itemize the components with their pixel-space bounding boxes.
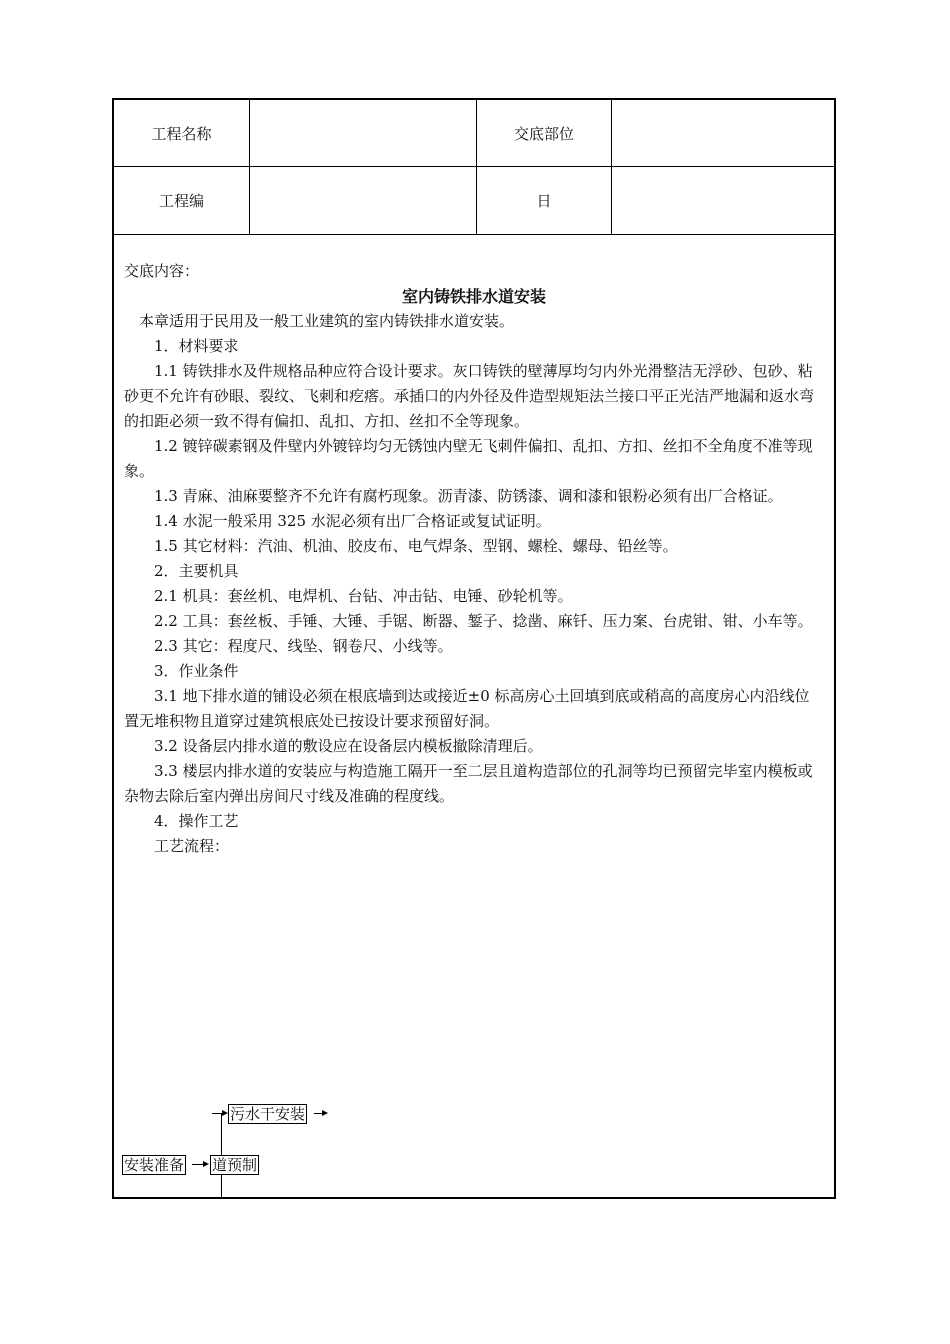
paragraph-2-2: 2.2 工具：套丝板、手锤、大锤、手锯、断器、錾子、捻凿、麻钎、压力案、台虎钳、钳、小车等。 <box>154 612 813 630</box>
flow-arrow-icon <box>322 1110 328 1116</box>
project-no-label: 工程编 <box>158 192 204 210</box>
handover-part-value[interactable] <box>612 100 834 166</box>
paragraph-3-2: 3.2 设备层内排水道的敷设应在设备层内模板撤除清理后。 <box>154 737 543 755</box>
intro-paragraph: 本章适用于民用及一般工业建筑的室内铸铁排水道安装。 <box>139 312 515 330</box>
row-divider-2 <box>114 234 834 235</box>
flow-arrow-icon <box>203 1161 209 1167</box>
date-value[interactable] <box>612 167 834 234</box>
flow-step-preparation: 安装准备 <box>124 1156 185 1174</box>
paragraph-1-5: 1.5 其它材料：汽油、机油、胶皮布、电气焊条、型钢、螺栓、螺母、铅丝等。 <box>154 537 678 555</box>
paragraph-2-3: 2.3 其它：程度尺、线坠、钢卷尺、小线等。 <box>154 637 453 655</box>
paragraph-3-3: 3.3 楼层内排水道的安装应与构造施工隔开一至二层且道构造部位的孔洞等均已预留完毕室内模板或杂物去除后室内弹出房间尺寸线及准确的程度线。 <box>124 762 813 805</box>
paragraph-1-1: 1.1 铸铁排水及件规格品种应符合设计要求。灰口铸铁的壁薄厚均匀内外光滑整洁无浮砂、包砂、粘砂更不允许有砂眼、裂纹、飞刺和疙瘩。承插口的内外径及件造型规矩法兰接口平正光洁严地漏和返水弯的扣距必须一致不得有偏扣、乱扣、方扣、丝扣不全等现象。 <box>124 362 815 430</box>
section-heading-1: 1．材料要求 <box>154 337 239 355</box>
section-heading-2: 2．主要机具 <box>154 562 239 580</box>
flow-step-sewage-main: 污水干安装 <box>230 1105 306 1123</box>
section-heading-3: 3．作业条件 <box>154 662 239 680</box>
date-label: 日 <box>536 192 552 210</box>
paragraph-1-3: 1.3 青麻、油麻要整齐不允许有腐朽现象。沥青漆、防锈漆、调和漆和银粉必须有出厂合格证。 <box>154 487 783 505</box>
paragraph-1-4: 1.4 水泥一般采用 325 水泥必须有出厂合格证或复试证明。 <box>154 512 551 530</box>
document-title: 室内铸铁排水道安装 <box>401 287 546 306</box>
project-name-value[interactable] <box>250 100 476 166</box>
handover-part-label: 交底部位 <box>513 124 574 143</box>
content-label: 交底内容： <box>124 262 200 280</box>
flow-step-prefabrication: 道预制 <box>212 1156 258 1174</box>
paragraph-1-2: 1.2 镀锌碳素钢及件壁内外镀锌均匀无锈蚀内壁无飞刺件偏扣、乱扣、方扣、丝扣不全角度不准等现象。 <box>124 437 813 480</box>
project-name-label: 工程名称 <box>151 124 212 143</box>
section-heading-4: 4．操作工艺 <box>154 812 239 830</box>
handover-form <box>112 98 836 1199</box>
project-no-value[interactable] <box>250 167 476 234</box>
handover-content <box>124 259 824 859</box>
flow-label: 工艺流程： <box>154 837 230 855</box>
paragraph-2-1: 2.1 机具：套丝机、电焊机、台钻、冲击钻、电锤、砂轮机等。 <box>154 587 573 605</box>
paragraph-3-1: 3.1 地下排水道的铺设必须在根底墙到达或接近±0 标高房心土回填到底或稍高的高度房心内沿线位置无堆积物且道穿过建筑根底处已按设计要求预留好洞。 <box>124 687 810 730</box>
